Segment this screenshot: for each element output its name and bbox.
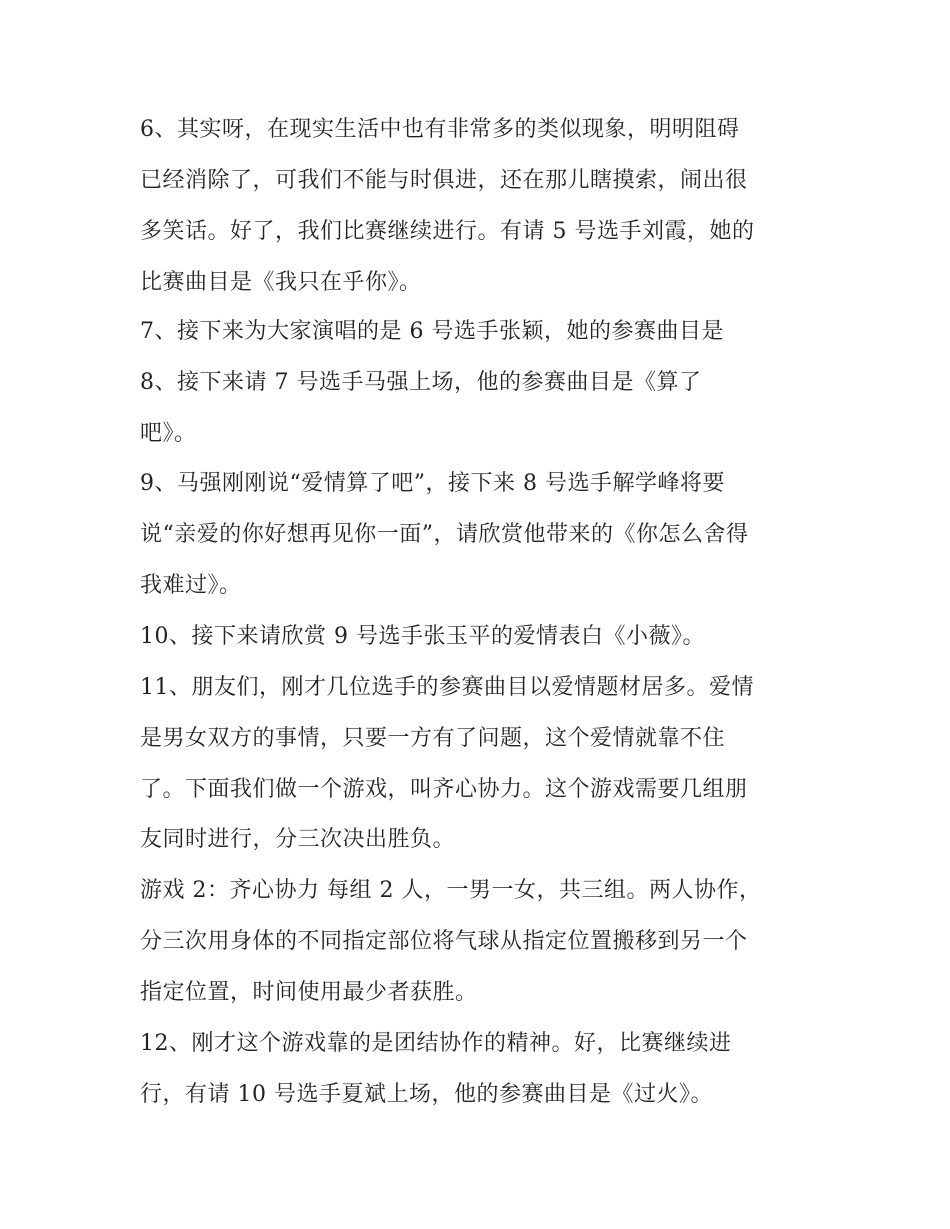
text-line: 9、马强刚刚说“爱情算了吧”，接下来 8 号选手解学峰将要 bbox=[140, 471, 725, 496]
text-line: 了。下面我们做一个游戏，叫齐心协力。这个游戏需要几组朋 bbox=[140, 777, 748, 802]
text-line: 10、接下来请欣赏 9 号选手张玉平的爱情表白《小薇》。 bbox=[140, 624, 705, 649]
text-line: 多笑话。好了，我们比赛继续进行。有请 5 号选手刘霞，她的 bbox=[140, 219, 755, 244]
text-line: 8、接下来请 7 号选手马强上场，他的参赛曲目是《算了 bbox=[140, 370, 702, 395]
text-line: 比赛曲目是《我只在乎你》。 bbox=[140, 270, 422, 295]
text-line: 7、接下来为大家演唱的是 6 号选手张颖，她的参赛曲目是 bbox=[140, 319, 724, 344]
text-line: 游戏 2：齐心协力 每组 2 人，一男一女，共三组。两人协作， bbox=[140, 878, 762, 903]
text-line: 我难过》。 bbox=[140, 573, 242, 598]
text-line: 行，有请 10 号选手夏斌上场，他的参赛曲目是《过火》。 bbox=[140, 1082, 713, 1107]
text-line: 吧》。 bbox=[140, 421, 197, 446]
text-line: 是男女双方的事情，只要一方有了问题，这个爱情就靠不住 bbox=[140, 726, 726, 751]
text-line: 指定位置，时间使用最少者获胜。 bbox=[140, 980, 478, 1005]
text-line: 说“亲爱的你好想再见你一面”，请欣赏他带来的《你怎么舍得 bbox=[140, 522, 749, 547]
text-line: 分三次用身体的不同指定部位将气球从指定位置搬移到另一个 bbox=[140, 929, 748, 954]
text-line: 友同时进行，分三次决出胜负。 bbox=[140, 827, 456, 852]
text-line: 6、其实呀，在现实生活中也有非常多的类似现象，明明阻碍 bbox=[140, 117, 740, 142]
text-line: 12、刚才这个游戏靠的是团结协作的精神。好，比赛继续进 bbox=[140, 1031, 732, 1056]
text-line: 已经消除了，可我们不能与时俱进，还在那儿瞎摸索，闹出很 bbox=[140, 168, 748, 193]
text-line: 11、朋友们，刚才几位选手的参赛曲目以爱情题材居多。爱情 bbox=[140, 675, 754, 700]
